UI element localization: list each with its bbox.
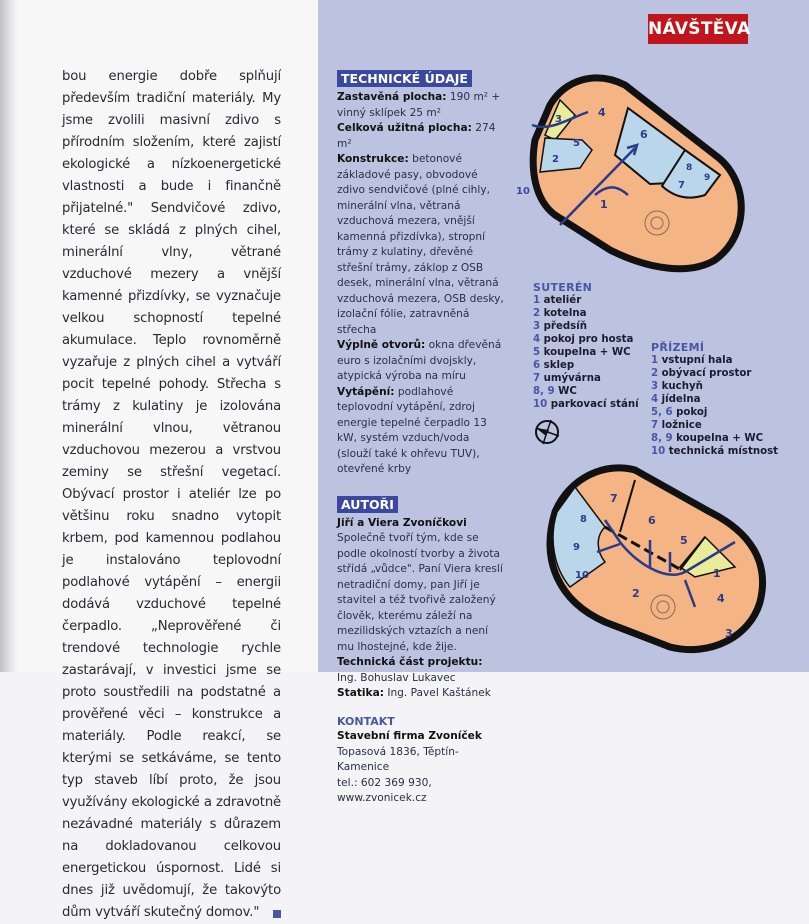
parking-label: 10 [516, 186, 530, 197]
tech-part-label: Technická část projektu: [337, 656, 483, 668]
technical-item: Výplně otvorů: okna dřevěná euro s izolačními dvojskly, atypická výroba na míru [337, 339, 502, 382]
technical-list [337, 90, 507, 478]
legend-item: 7 umývárna [533, 373, 601, 384]
ground-legend [651, 341, 778, 458]
legend-item: 10 technická místnost [651, 446, 779, 457]
svg-text:6: 6 [648, 514, 656, 527]
legend-item: 2 obývací prostor [651, 368, 752, 379]
svg-text:2: 2 [632, 587, 640, 600]
technical-heading: TECHNICKÉ ÚDAJE [337, 70, 472, 87]
svg-text:7: 7 [678, 180, 685, 191]
basement-floor-plan [510, 60, 760, 285]
legend-item: 1 vstupní hala [651, 355, 733, 366]
legend-item: 3 předsíň [533, 321, 587, 332]
svg-text:9: 9 [704, 173, 711, 183]
article-paragraph: bou energie dobře splňují především tradiční materiály. My jsme zvolili masivní zdivo s přírodním složením, které zajistí ekologické a nízkoenergetické vlastnosti a bude i finančně přijatelné." Sendvičové zdivo, které se skládá z plných cihel, minerální vlny, větrané vzduchové mezery a vnější kamenné přizdívky, se vyznačuje velkou schopností tepelné akumulace. Teplo rovnoměrně vyzařuje z plných cihel a vytváří pocit tepelné pohody. Střecha s trámy z kulatiny je izolována minerální vlnou, větranou vzduchovou mezerou a vrstvou zeminy se střešní vegetací. Obývací prostor i ateliér lze po většinu roku snadno vytopit krbem, pod kamennou podlahou je instalováno teplovodní podlahové vytápění – energii dodává vzduchové tepelné čerpadlo. „Neprověřené či trendové technologie rychle zastarávají, v investici jsme se proto soustředili na podstatné a prověřené věci – konstrukce a materiály. Podle reakcí, se kterými se setkáváme, se tento typ staveb líbí proto, že jsou využívány ekologické a zdravotně nezávadné materiály s důrazem na dokladovanou celkovou energetickou úspornost. Lidé si dnes již uvědomují, že takovýto dům vytváří skutečný domov." [62, 69, 281, 920]
contact-company: Stavební firma Zvoníček [337, 730, 482, 742]
legend-item: 10 parkovací stání [533, 399, 639, 410]
legend-item: 4 jídelna [651, 394, 701, 405]
technical-item: Zastavěná plocha: 190 m² + vinný sklípek 25 m² [337, 91, 501, 119]
left-page [0, 0, 318, 920]
legend-item: 5, 6 pokoj [651, 407, 708, 418]
ground-floor-plan [535, 452, 795, 667]
legend-item: 4 pokoj pro hosta [533, 334, 634, 345]
svg-text:6: 6 [640, 128, 648, 141]
svg-text:1: 1 [713, 567, 721, 580]
svg-text:7: 7 [610, 492, 618, 505]
legend-item: 2 kotelna [533, 308, 587, 319]
technical-item: Celková užitná plocha: 274 m² [337, 122, 496, 150]
ground-legend-title: PŘÍZEMÍ [651, 341, 705, 354]
authors-bio: Společně tvoří tým, kde se podle okolností tvorby a života střídá „vůdce". Paní Viera kreslí netradiční domy, pan Jiří je stavitel a též tvořivě založený člověk, kterému záleží na mezilidských vztazích a není mu lhostejné, kde žije. [337, 532, 503, 653]
contact-phone-web: tel.: 602 369 930, www.zvonicek.cz [337, 776, 432, 804]
basement-legend [533, 281, 639, 411]
svg-text:1: 1 [600, 198, 608, 211]
section-badge: NÁVŠTĚVA [648, 14, 748, 44]
technical-item: Vytápění: podlahové teplovodní vytápění, zdroj energie tepelné čerpadlo 13 kW, systém vzduch/voda (slouží také k ohřevu TUV), otevřené krby [337, 385, 487, 475]
svg-text:4: 4 [598, 106, 606, 119]
svg-text:2: 2 [552, 154, 559, 165]
legend-item: 6 sklep [533, 360, 575, 371]
svg-text:9: 9 [573, 542, 580, 553]
basement-legend-title: SUTERÉN [533, 281, 593, 294]
svg-text:8: 8 [686, 163, 693, 173]
legend-item: 5 koupelna + WC [533, 347, 631, 358]
authors-names: Jiří a Viera Zvoníčkovi [337, 516, 467, 529]
svg-text:4: 4 [717, 592, 725, 605]
legend-item: 8, 9 koupelna + WC [651, 433, 764, 444]
legend-item: 7 ložnice [651, 420, 702, 431]
svg-text:5: 5 [573, 138, 580, 149]
legend-item: 1 ateliér [533, 295, 582, 306]
legend-item: 3 kuchyň [651, 381, 703, 392]
end-of-article-mark [273, 910, 281, 918]
article-body [62, 66, 281, 924]
statika: Statika: Ing. Pavel Kaštánek [337, 687, 491, 699]
authors-heading: AUTOŘI [337, 496, 398, 513]
svg-text:10: 10 [575, 570, 589, 581]
svg-text:3: 3 [725, 627, 733, 640]
north-arrow-icon [533, 418, 561, 446]
svg-text:3: 3 [555, 114, 562, 125]
legend-item: 8, 9 WC [533, 386, 577, 397]
contact-address: Topasová 1836, Těptín-Kamenice [337, 745, 459, 773]
contact-heading: KONTAKT [337, 714, 395, 728]
tech-part-value: Ing. Bohuslav Lukavec [337, 671, 456, 684]
svg-text:5: 5 [680, 534, 688, 547]
svg-text:8: 8 [580, 514, 587, 525]
technical-item: Konstrukce: betonové základové pasy, obvodové zdivo sendvičové (plné cihly, minerální vlna, větraná vzduchová mezera, vnější kamenná přizdívka), stropní trámy z kulatiny, dřevěné střešní trámy, záklop z OSB desek, minerální vlna, větraná vzduchová mezera, OSB desky, izolační fólie, zatravněná střecha [337, 153, 504, 336]
sidebar-column [337, 70, 507, 807]
page-gutter [0, 0, 18, 672]
